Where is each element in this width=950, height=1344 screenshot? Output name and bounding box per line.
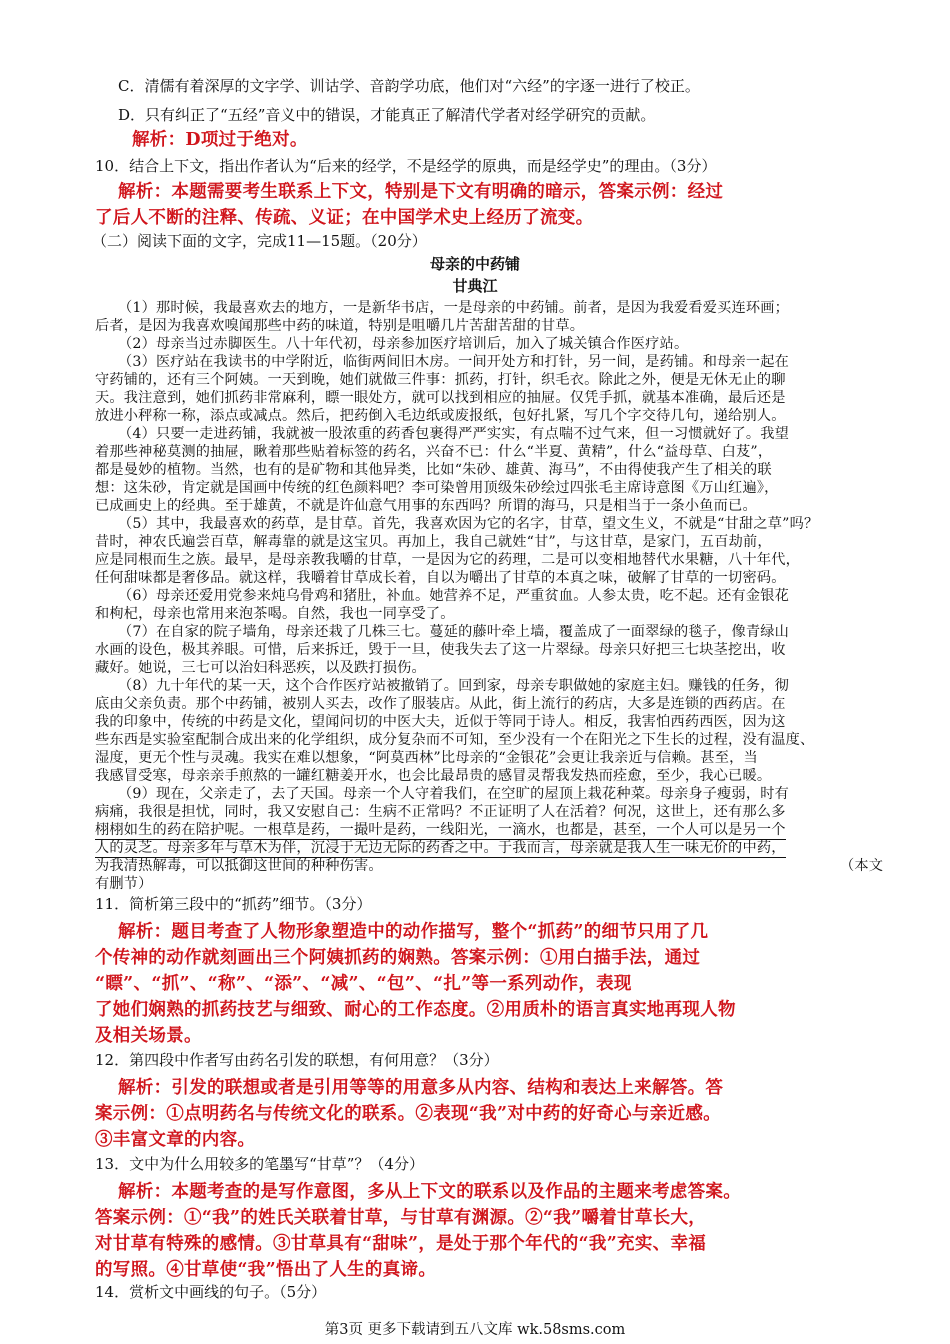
article-line: 湿度，更无个性与灵魂。我实在难以想象，“阿莫西林”比母亲的“金银花”会更让我亲近与信赖。甚至，当 <box>95 750 758 766</box>
q11-analysis-line: 解析：题目考查了人物形象塑造中的动作描写，整个“抓药”的细节只用了几 <box>118 922 709 942</box>
article-author: 甘典江 <box>452 277 498 295</box>
article-line: 守药铺的，还有三个阿姨。一天到晚，她们就做三件事：抓药，打针，织毛衣。除此之外，便是无休无止的聊 <box>95 372 786 388</box>
q10-analysis-line-2: 了后人不断的注释、传疏、义证；在中国学术史上经历了流变。 <box>95 208 594 228</box>
article-line: 放进小秤称一称，添点或减点。然后，把药倒入毛边纸或废报纸，包好扎紧，写几个字交待几句，递给别人。 <box>95 408 786 424</box>
article-line: 和枸杞，母亲也常用来泡茶喝。自然，我也一同享受了。 <box>95 606 455 622</box>
question-11: 11．简析第三段中的“抓药”细节。（3分） <box>95 895 372 913</box>
article-line: 我的印象中，传统的中药是文化，望闻问切的中医大夫，近似于等同于诗人。相反，我害怕西药西医，因为这 <box>95 714 786 730</box>
article-line: （3）医疗站在我读书的中学附近，临街两间旧木房。一间开处方和打针，另一间，是药铺。和母亲一起在 <box>118 354 790 370</box>
article-underlined-line: 人的灵芝。母亲多年与草木为伴，沉浸于无边无际的药香之中。于我而言，母亲就是我人生一味无价的中药， <box>95 837 786 858</box>
article-note: （本文 <box>840 858 884 874</box>
question-12: 12．第四段中作者写由药名引发的联想，有何用意？（3分） <box>95 1051 499 1069</box>
q12-analysis-line: ③丰富文章的内容。 <box>95 1130 256 1150</box>
q13-analysis-line: 答案示例：①“我”的姓氏关联着甘草，与甘草有渊源。②“我”嚼着甘草长大， <box>95 1208 707 1228</box>
article-line: 应是同根而生之族。最早，是母亲教我嚼的甘草，一是因为它的药理，二是可以变相地替代水果糖，八十年代， <box>95 552 800 568</box>
article-line: 我感冒受寒，母亲亲手煎熬的一罐红糖姜开水，也会比最昂贵的感冒灵帮我发热而痊愈，至少，我心已暖。 <box>95 768 772 784</box>
article-underlined-line: 栩栩如生的药在陪护呢。一根草是药，一撮叶是药，一线阳光，一滴水，也都是，甚至，一个人可以是另一个 <box>95 819 786 840</box>
option-d: D．只有纠正了“五经”音义中的错误，才能真正了解清代学者对经学研究的贡献。 <box>118 106 656 124</box>
article-line: （8）九十年代的某一天，这个合作医疗站被撤销了。回到家，母亲专职做她的家庭主妇。赚钱的任务，彻 <box>118 678 790 694</box>
article-line: 病痛，我很是担忧，同时，我又安慰自己：生病不正常吗？不正证明了人在活着？何况，这世上，还有那么多 <box>95 804 786 820</box>
q13-analysis-line: 的写照。④甘草使“我”悟出了人生的真谛。 <box>95 1260 437 1280</box>
option-analysis: 解析：D项过于绝对。 <box>132 130 308 150</box>
article-line: 想：这朱砂，肯定就是国画中传统的红色颜料吧？李可染曾用顶级朱砂绘过四张毛主席诗意图《万山红遍》， <box>95 480 779 496</box>
article-line: 水画的设色，极其养眼。可惜，后来拆迁，毁于一旦，使我失去了这一片翠绿。母亲只好把三七块茎挖出，收 <box>95 642 786 658</box>
article-line: （9）现在，父亲走了，去了天国。母亲一个人守着我们，在空旷的屋顶上栽花种菜。母亲身子瘦弱，时有 <box>118 786 790 802</box>
article-line: （6）母亲还爱用党参来炖乌骨鸡和猪肚，补血。她营养不足，严重贫血。人参太贵，吃不起。还有金银花 <box>118 588 790 604</box>
question-14: 14．赏析文中画线的句子。（5分） <box>95 1283 327 1301</box>
article-line: （2）母亲当过赤脚医生。八十年代初，母亲参加医疗培训后，加入了城关镇合作医疗站。 <box>118 336 689 352</box>
q11-analysis-line: 个传神的动作就刻画出三个阿姨抓药的娴熟。答案示例：①用白描手法，通过 <box>95 948 701 968</box>
article-title: 母亲的中药铺 <box>429 255 520 273</box>
q12-analysis-line: 案示例：①点明药名与传统文化的联系。②表现“我”对中药的好奇心与亲近感。 <box>95 1104 721 1124</box>
q11-analysis-line: “瞟”、“抓”、“称”、“添”、“减”、“包”、“扎”等一系列动作，表现 <box>95 974 632 994</box>
article-line: 藏好。她说，三七可以治妇科恶疾，以及跌打损伤。 <box>95 660 426 676</box>
article-line: 都是曼妙的植物。当然，也有的是矿物和其他异类，比如“朱砂、雄黄、海马”，不由得使我产生了相关的联 <box>95 462 772 478</box>
article-line: （7）在自家的院子墙角，母亲还栽了几株三七。蔓延的藤叶牵上墙，覆盖成了一面翠绿的毯子，像青绿山 <box>118 624 790 640</box>
article-line: 着那些神秘莫测的抽屉，瞅着那些贴着标签的药名，兴奋不已：什么“半夏、黄精”，什么“益母草、白芨”， <box>95 444 773 460</box>
article-line: （5）其中，我最喜欢的药草，是甘草。首先，我喜欢因为它的名字，甘草，望文生义，不就是“甘甜之草”吗？ <box>118 516 819 532</box>
q13-analysis-line: 解析：本题考查的是写作意图，多从上下文的联系以及作品的主题来考虑答案。 <box>118 1182 741 1202</box>
question-10: 10．结合上下文，指出作者认为“后来的经学，不是经学的原典，而是经学史”的理由。（3分） <box>95 157 717 175</box>
q13-analysis-line: 对甘草有特殊的感情。③甘草具有“甜味”，是处于那个年代的“我”充实、幸福 <box>95 1234 707 1254</box>
page-footer: 第3页 更多下载请到五八文库 wk.58sms.com <box>324 1322 626 1338</box>
article-line: （4）只要一走进药铺，我就被一股浓重的药香包裹得严严实实，有点喘不过气来，但一习惯就好了。我望 <box>118 426 790 442</box>
article-note: 有删节） <box>95 876 153 892</box>
article-line: 已成画史上的经典。至于雄黄，不就是许仙意气用事的东西吗？所谓的海马，只是相当于一条小鱼而已。 <box>95 498 757 514</box>
article-line: 底由父亲负责。那个中药铺，被别人买去，改作了服装店。从此，街上流行的药店，大多是连锁的西药店。在 <box>95 696 786 712</box>
question-13: 13．文中为什么用较多的笔墨写“甘草”？（4分） <box>95 1155 424 1173</box>
q10-analysis-line-1: 解析：本题需要考生联系上下文，特别是下文有明确的暗示，答案示例：经过 <box>118 182 724 202</box>
article-line: 为我清热解毒，可以抵御这世间的种种伤害。 <box>95 858 383 874</box>
q11-analysis-line: 及相关场景。 <box>95 1026 202 1046</box>
article-line: （1）那时候，我最喜欢去的地方，一是新华书店，一是母亲的中药铺。前者，是因为我爱看爱买连环画； <box>118 300 790 316</box>
section-2-heading: （二）阅读下面的文字，完成11—15题。（20分） <box>92 232 427 250</box>
article-line: 任何甜味都是奢侈品。就这样，我嚼着甘草成长着，自以为嚼出了甘草的本真之味，破解了甘草的一切密码。 <box>95 570 786 586</box>
article-line: 昔时，神农氏遍尝百草，解毒靠的就是这宝贝。再加上，我自己就姓“甘”，与这甘草，是家门，五百劫前， <box>95 534 772 550</box>
q12-analysis-line: 解析：引发的联想或者是引用等等的用意多从内容、结构和表达上来解答。答 <box>118 1078 724 1098</box>
article-line: 天。我注意到，她们抓药非常麻利，瞟一眼处方，就可以找到相应的抽屉。仅凭手抓，就基本准确，最后还是 <box>95 390 786 406</box>
q11-analysis-line: 了她们娴熟的抓药技艺与细致、耐心的工作态度。②用质朴的语言真实地再现人物 <box>95 1000 736 1020</box>
article-line: 后者，是因为我喜欢嗅闻那些中药的味道，特别是咀嚼几片苦甜苦甜的甘草。 <box>95 318 585 334</box>
article-line: 些东西是实验室配制合成出来的化学组织，成分复杂而不可知，至少没有一个在阳光之下生长的过程，没有温度、 <box>95 732 815 748</box>
option-c: C．清儒有着深厚的文字学、训诂学、音韵学功底，他们对“六经”的字逐一进行了校正。 <box>118 77 700 95</box>
